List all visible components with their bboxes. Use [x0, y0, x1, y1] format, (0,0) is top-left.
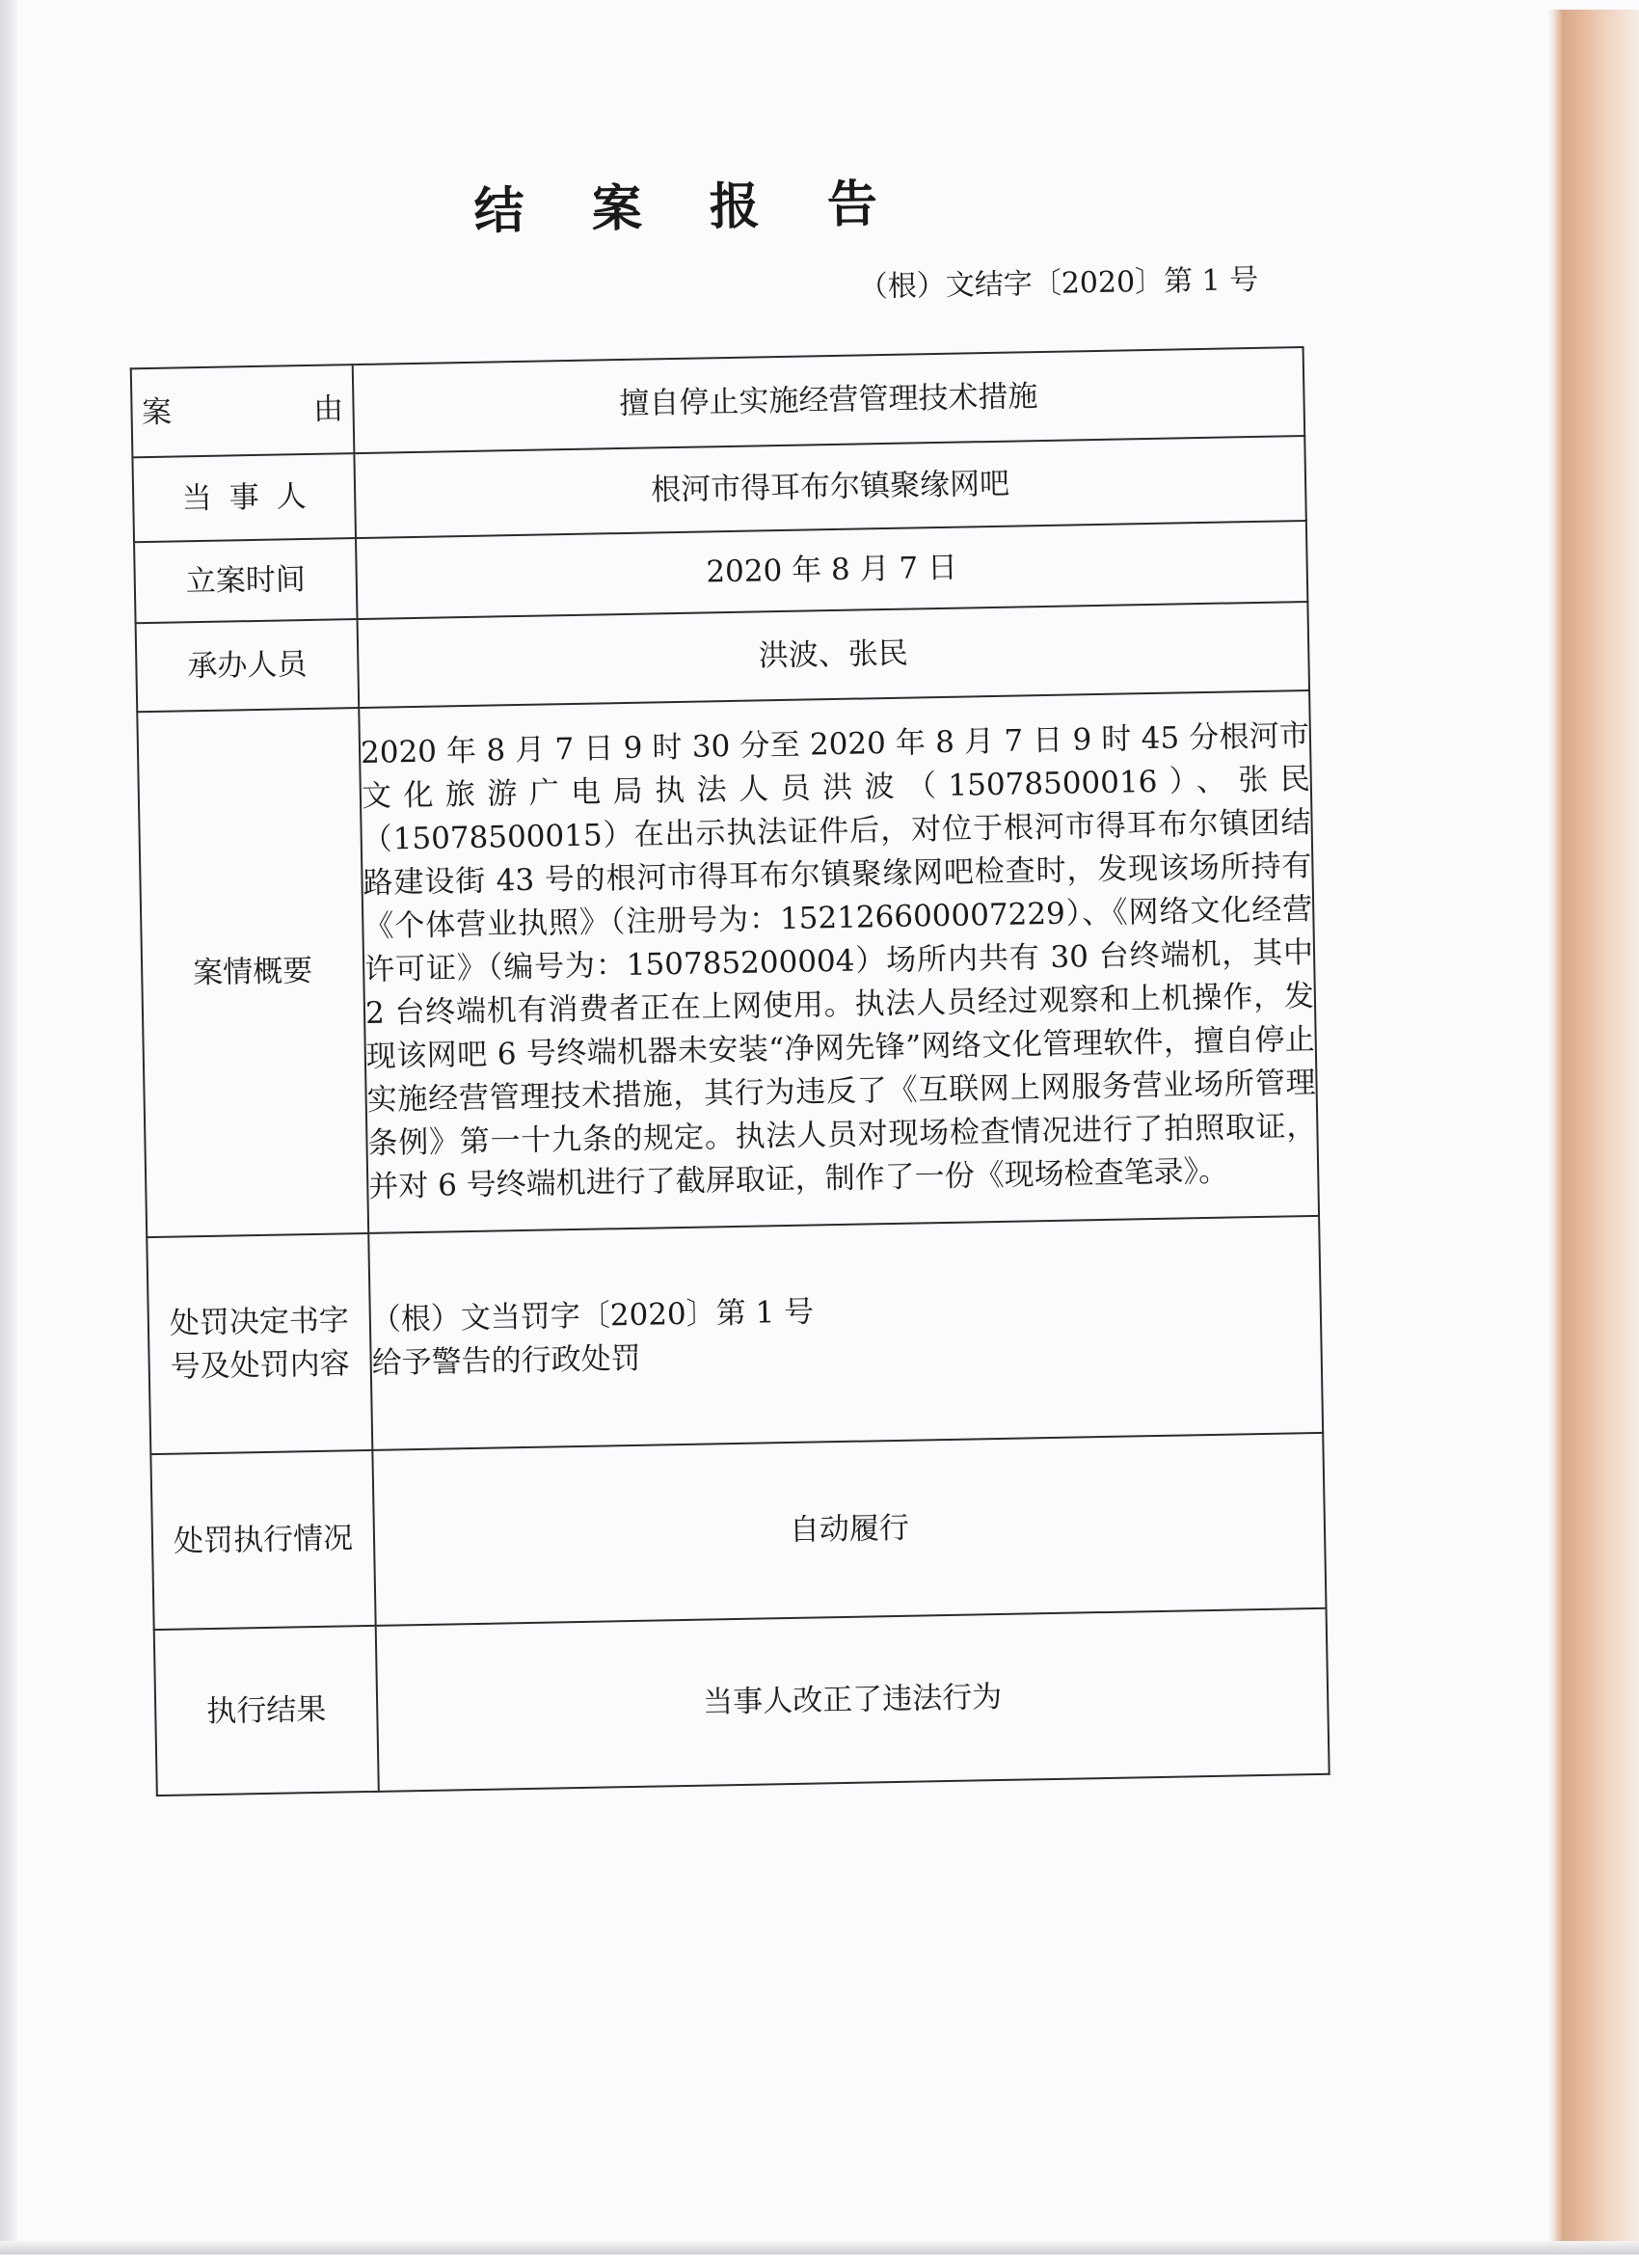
label-decision-line2: 号及处罚内容: [170, 1345, 351, 1385]
label-case-cause-text: 案 由: [141, 390, 400, 430]
value-result: 当事人改正了违法行为: [376, 1608, 1330, 1792]
label-party: [132, 453, 356, 542]
value-filing-date: 2020 年 8 月 7 日: [356, 521, 1307, 619]
value-decision: [368, 1216, 1323, 1450]
label-filing-date: 立案时间: [134, 538, 358, 623]
label-decision: [147, 1233, 372, 1454]
row-summary: [137, 690, 1319, 1237]
label-handlers: 承办人员: [136, 619, 360, 712]
label-case-cause: [131, 364, 400, 457]
label-result: 执行结果: [154, 1626, 379, 1796]
document-number: （根）文结字〔2020〕第 1 号: [858, 262, 1259, 305]
document-title: 结 案 报 告: [473, 174, 903, 241]
value-party: 根河市得耳布尔镇聚缘网吧: [354, 436, 1305, 538]
label-summary: 案情概要: [137, 708, 368, 1237]
label-execution: 处罚执行情况: [150, 1450, 375, 1630]
row-result: [154, 1608, 1330, 1796]
label-decision-line1: 处罚决定书字: [169, 1302, 350, 1341]
value-case-cause: 擅自停止实施经营管理技术措施: [353, 347, 1305, 453]
row-decision: [147, 1216, 1323, 1454]
decision-content: 给予警告的行政处罚: [371, 1340, 641, 1381]
row-execution: [150, 1433, 1326, 1630]
report-table: [130, 346, 1330, 1796]
value-summary: 2020 年 8 月 7 日 9 时 30 分至 2020 年 8 月 7 日 9 时 45 分根河市文化旅游广电局执法人员洪波（15078500016）、张民（15078500015）在出示执法证件后，对位于根河市得耳布尔镇团结路建设街 43 号的根河市得耳布尔镇聚缘网吧检查时，发现该场所持有《个体营业执照》（注册号为：152126600007229）、《网络文化经营许可证》（编号为：150785200004）场所内共有 30 台终端机，其中 2 台终端机有消费者正在上网使用。执法人员经过观察和上机操作，发现该网吧 6 号终端机器未安装“净网先锋”网络文化管理软件，擅自停止实施经营管理技术措施，其行为违反了《互联网上网服务营业场所管理条例》第一十九条的规定。执法人员对现场检查情况进行了拍照取证，并对 6 号终端机进行了截屏取证，制作了一份《现场检查笔录》。: [359, 690, 1319, 1233]
value-handlers: 洪波、张民: [358, 602, 1310, 708]
decision-number: （根）文当罚字〔2020〕第 1 号: [370, 1294, 815, 1337]
label-party-text: 当事人: [181, 478, 325, 516]
value-execution: 自动履行: [372, 1433, 1326, 1626]
